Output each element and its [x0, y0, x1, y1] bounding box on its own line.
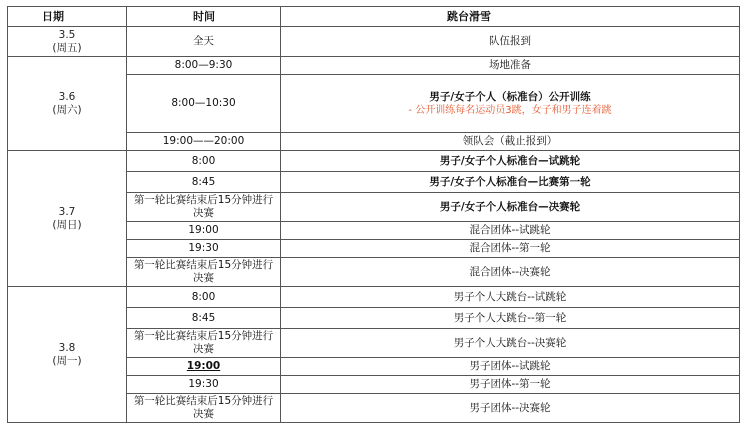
- time-cell: [127, 358, 281, 376]
- event-title: 男子/女子个人（标准台）公开训练: [429, 90, 591, 103]
- event-cell: 男子团体--试跳轮: [281, 358, 740, 376]
- weekday: (周一): [52, 354, 82, 367]
- date-value: 3.8: [58, 341, 76, 354]
- time-cell: 8:45: [127, 172, 281, 193]
- event-cell: 男子团体--第一轮: [281, 376, 740, 394]
- table-row: [8, 151, 740, 172]
- event-cell: 男子个人大跳台--试跳轮: [281, 287, 740, 308]
- table-row: [8, 287, 740, 308]
- header-date: 日期: [8, 7, 127, 27]
- weekday: (周日): [52, 218, 82, 231]
- date-cell: [8, 151, 127, 287]
- time-cell: 19:00: [127, 222, 281, 240]
- event-cell: 男子/女子个人标准台—试跳轮: [281, 151, 740, 172]
- time-value: 19:00: [186, 360, 221, 372]
- date-value: 3.5: [58, 28, 76, 41]
- time-cell: 19:30: [127, 376, 281, 394]
- time-cell: 第一轮比赛结束后15分钟进行决赛: [127, 394, 281, 423]
- time-cell: 8:00—10:30: [127, 75, 281, 133]
- time-cell: 第一轮比赛结束后15分钟进行决赛: [127, 329, 281, 358]
- time-cell: 19:30: [127, 240, 281, 258]
- schedule-table: [7, 6, 740, 423]
- event-cell: 男子团体--决赛轮: [281, 394, 740, 423]
- table-row: [8, 57, 740, 75]
- time-cell: 第一轮比赛结束后15分钟进行决赛: [127, 193, 281, 222]
- header-time: 时间: [127, 7, 281, 27]
- table-row: [8, 27, 740, 57]
- event-cell: 男子/女子个人标准台—比赛第一轮: [281, 172, 740, 193]
- date-cell: [8, 287, 127, 423]
- weekday: (周五): [52, 41, 82, 54]
- time-cell: 8:00: [127, 287, 281, 308]
- date-cell: [8, 57, 127, 151]
- event-cell: [281, 75, 740, 133]
- event-cell: 领队会（截止报到）: [281, 133, 740, 151]
- event-cell: 场地准备: [281, 57, 740, 75]
- time-cell: 全天: [127, 27, 281, 57]
- training-note: - 公开训练每名运动员3跳，女子和男子连着跳: [408, 104, 612, 116]
- time-cell: 第一轮比赛结束后15分钟进行决赛: [127, 258, 281, 287]
- event-cell: 混合团体--决赛轮: [281, 258, 740, 287]
- date-value: 3.7: [58, 205, 76, 218]
- header-row: [8, 7, 740, 27]
- event-cell: 混合团体--试跳轮: [281, 222, 740, 240]
- time-cell: 19:00——20:00: [127, 133, 281, 151]
- event-cell: 队伍报到: [281, 27, 740, 57]
- weekday: (周六): [52, 103, 82, 116]
- event-cell: 混合团体--第一轮: [281, 240, 740, 258]
- event-cell: 男子/女子个人标准台—决赛轮: [281, 193, 740, 222]
- header-event: 跳台滑雪: [281, 7, 740, 27]
- event-cell: 男子个人大跳台--决赛轮: [281, 329, 740, 358]
- date-cell: [8, 27, 127, 57]
- time-cell: 8:00—9:30: [127, 57, 281, 75]
- time-cell: 8:00: [127, 151, 281, 172]
- date-value: 3.6: [58, 90, 76, 103]
- time-cell: 8:45: [127, 308, 281, 329]
- event-cell: 男子个人大跳台--第一轮: [281, 308, 740, 329]
